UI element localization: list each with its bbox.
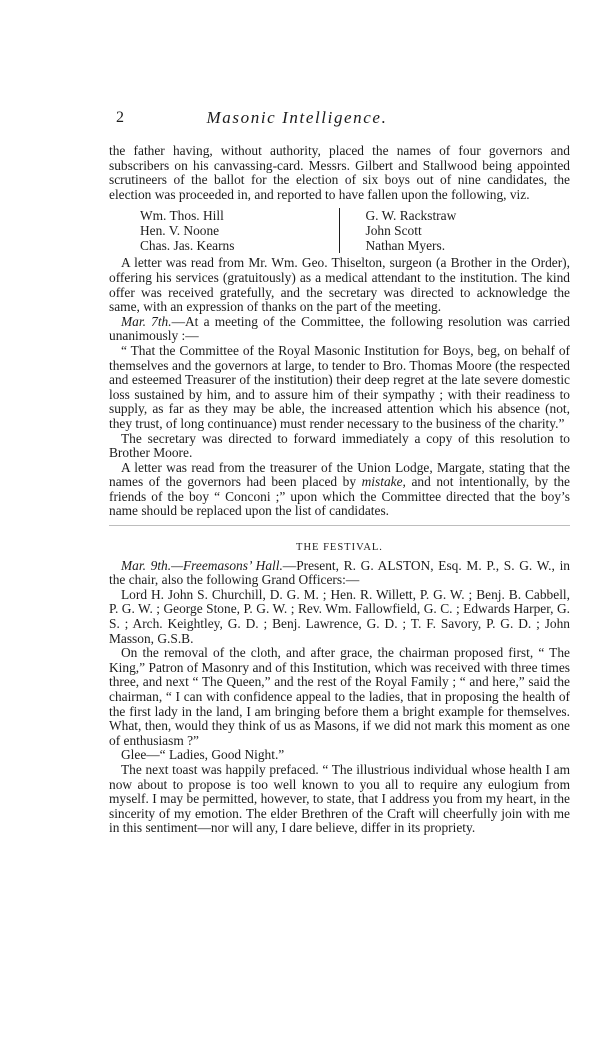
elected-right-column xyxy=(340,208,571,253)
festival-present-text: —Present, R. G. ALSTON, Esq. M. P., S. G. W., in the chair, also the following Grand Officers:— xyxy=(109,557,570,588)
meeting-text: —At a meeting of the Committee, the following resolution was carried unanimously :— xyxy=(109,313,570,344)
union-lodge-text-b: and not intentionally, by the friends of the boy “ Conconi ;” upon which the Committee directed that the boy’s name should be replaced upon the list of candidates. xyxy=(109,474,570,519)
page-header xyxy=(0,108,594,133)
festival-date-location: Mar. 9th.—Freemasons’ Hall. xyxy=(121,557,283,573)
paragraph-toasts: On the removal of the cloth, and after grace, the chairman proposed first, “ The King,” Patron of Masonry and of this Institution, which was received with three times three, and next “ The Queen,” and the rest of the Royal Family ; “ and here,” said the chairman, “ I can with confidence appeal to the ladies, that in proposing the health of the first lady in the land, I am bringing before them a bright example for themselves. What, then, would they think of us as Masons, if we did not mark this moment as one of enthusiasm ?” xyxy=(109,645,570,748)
paragraph-festival-present xyxy=(109,559,570,588)
paragraph-next-toast: The next toast was happily prefaced. “ The illustrious individual whose health I am now about to propose is too well known to you all to require any eulogium from myself. I may be permitted, however, to state, that I address you from my heart, in the sincerity of my emotion. The elder Brethren of the Craft will cheerfully join with me in this sentiment—nor will any, I dare believe, differ in its propriety. xyxy=(109,761,570,836)
elected-left-column xyxy=(109,208,340,253)
section-title-festival: THE FESTIVAL. xyxy=(296,542,383,554)
paragraph-resolution: “ That the Committee of the Royal Masonic Institution for Boys, beg, on behalf of themselves and the governors at large, to tender to Bro. Thomas Moore (the respected and esteemed Treasurer of the institution) their deep regret at the late severe domestic loss sustained by him, and to assure him of their sympathy ; with their readiness to supply, as far as they may be able, the increased attention which his absence (not, they trust, of long continuance) must render necessary to the business of the charity.” xyxy=(109,342,570,431)
elected-name: Hen. V. Noone xyxy=(140,223,220,239)
union-lodge-text-a: A letter was read from the treasurer of the Union Lodge, Margate, stating that the names of the governors had been placed by xyxy=(109,459,570,490)
meeting-date: Mar. 7th. xyxy=(121,313,172,329)
union-lodge-emphasis: mistake, xyxy=(361,474,406,490)
paragraph-union-lodge xyxy=(109,461,570,519)
paragraph-glee: Glee—“ Ladies, Good Night.” xyxy=(121,747,285,763)
paragraph-election: the father having, without authority, placed the names of four governors and subscribers on his canvassing-card. Messrs. Gilbert and Stallwood being appointed scrutineers of the ballot for the election of six boys out of nine candidates, the election was proceeded in, and reported to have fallen upon the following, viz. xyxy=(109,143,570,202)
paragraph-surgeon-letter: A letter was read from Mr. Wm. Geo. Thiselton, surgeon (a Brother in the Order), offering his services (gratuitously) as a medical attendant to the institution. The kind offer was received gratefully, and the secretary was directed to acknowledge the same, with an expression of thanks on the part of the meeting. xyxy=(109,255,570,315)
page-body xyxy=(109,144,570,836)
elected-name: Wm. Thos. Hill xyxy=(140,208,224,224)
elected-name: John Scott xyxy=(365,223,422,239)
elected-name: G. W. Rackstraw xyxy=(365,208,457,224)
page-number: 2 xyxy=(116,109,124,126)
paragraph-committee-meeting xyxy=(109,315,570,344)
paragraph-secretary: The secretary was directed to forward immediately a copy of this resolution to Brother Moore. xyxy=(109,430,570,461)
running-title: Masonic Intelligence. xyxy=(206,108,388,127)
paragraph-grand-officers: Lord H. John S. Churchill, D. G. M. ; Hen. R. Willett, P. G. W. ; Benj. B. Cabbell, P. G. W. ; George Stone, P. G. W. ; Rev. Wm. Fallowfield, G. C. ; Edwards Harper, G. S. ; Arch. Keightley, G. D. ; Benj. Lawrence, G. D. ; T. F. Savory, P. G. D. ; John Masson, G.S.B. xyxy=(109,586,570,646)
section-divider xyxy=(109,525,570,526)
elected-boys-list xyxy=(109,208,570,253)
elected-name: Chas. Jas. Kearns xyxy=(140,238,235,254)
elected-name: Nathan Myers. xyxy=(365,238,446,254)
